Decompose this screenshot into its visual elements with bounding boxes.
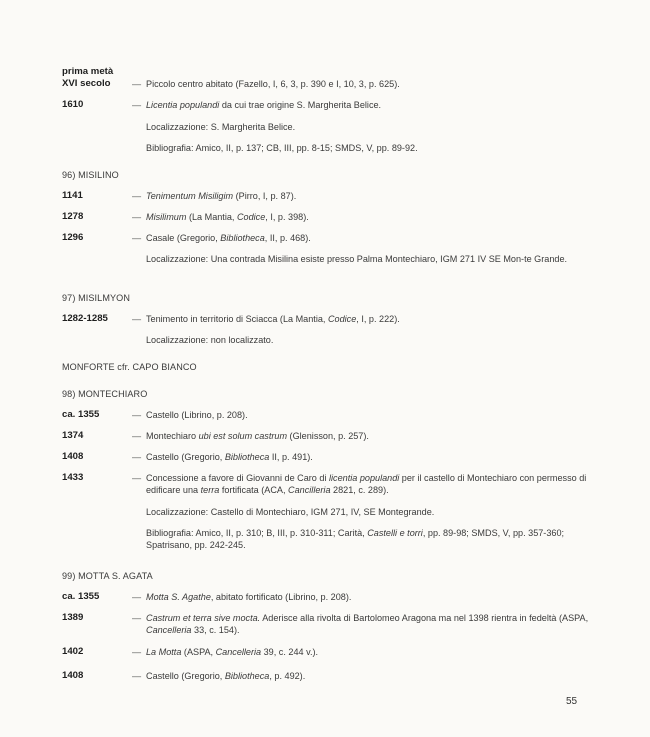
entry-date: 1374 bbox=[62, 430, 84, 441]
text-rest: , p. 492). bbox=[269, 671, 306, 681]
entry-text bbox=[146, 232, 590, 244]
localizzazione-note: Localizzazione: S. Margherita Belice. bbox=[146, 122, 296, 132]
entry-date: 1389 bbox=[62, 612, 84, 623]
text-rest: 39, c. 244 v.). bbox=[261, 647, 319, 657]
entry-text bbox=[146, 646, 590, 658]
italic-term: Tenimentum Misiligim bbox=[146, 191, 234, 201]
entry-date: 1278 bbox=[62, 211, 84, 222]
entry-dash: — bbox=[132, 452, 142, 462]
entry-1389 bbox=[62, 612, 590, 636]
entry-date: 1141 bbox=[62, 190, 83, 201]
italic-term: Castrum et terra sive mocta. bbox=[146, 613, 261, 623]
text-rest: (Glenisson, p. 257). bbox=[287, 431, 369, 441]
text-rest: , abitato fortificato (Librino, p. 208). bbox=[210, 592, 352, 602]
italic-term: Codice bbox=[327, 314, 357, 324]
italic-term: Codice bbox=[236, 212, 266, 222]
italic-term: Castelli e torri bbox=[367, 528, 423, 538]
entry-text bbox=[146, 472, 590, 496]
page-number: 55 bbox=[566, 696, 578, 707]
entry-1296 bbox=[62, 232, 590, 244]
text-rest: 2821, c. 289). bbox=[330, 485, 389, 495]
section-heading-montechiaro: 98) MONTECHIARO bbox=[62, 389, 148, 399]
text-mid: (La Mantia, bbox=[186, 212, 237, 222]
italic-term: Cancelleria bbox=[146, 625, 192, 635]
italic-term: ubi est solum castrum bbox=[198, 431, 288, 441]
entry-date: 1402 bbox=[62, 646, 84, 657]
entry-text bbox=[146, 211, 590, 223]
italic-term: Cancelleria bbox=[215, 647, 262, 657]
entry-date: ca. 1355 bbox=[62, 591, 100, 602]
localizzazione-note: Localizzazione: non localizzato. bbox=[146, 335, 274, 345]
section-heading-misilmyon: 97) MISILMYON bbox=[62, 293, 131, 303]
entry-date: 1433 bbox=[62, 472, 84, 483]
entry-text: Piccolo centro abitato (Fazello, I, 6, 3, p. 390 e I, 10, 3, p. 625). bbox=[146, 79, 400, 89]
entry-1433 bbox=[62, 472, 590, 496]
italic-term: Bibliotheca bbox=[224, 452, 270, 462]
entry-dash: — bbox=[132, 314, 142, 324]
entry-dash: — bbox=[132, 79, 142, 89]
entry-date: 1408 bbox=[62, 670, 84, 681]
italic-term: Licentia populandi bbox=[146, 100, 220, 110]
text-pre: Castello (Gregorio, bbox=[146, 452, 225, 462]
entry-motta-ca-1355 bbox=[62, 591, 590, 603]
text-rest: 33, c. 154). bbox=[191, 625, 240, 635]
entry-date: 1296 bbox=[62, 232, 84, 243]
bibliografia-note: Bibliografia: Amico, II, p. 137; CB, III, pp. 8-15; SMDS, V, pp. 89-92. bbox=[146, 143, 418, 153]
entry-dash: — bbox=[132, 233, 142, 243]
entry-1402 bbox=[62, 646, 590, 658]
entry-1374 bbox=[62, 430, 590, 442]
entry-text bbox=[146, 612, 590, 636]
italic-term: Motta S. Agathe bbox=[146, 592, 211, 602]
text-pre: Concessione a favore di Giovanni de Caro di bbox=[146, 473, 329, 483]
entry-dash: — bbox=[132, 191, 142, 201]
entry-motta-1408 bbox=[62, 670, 590, 682]
text-mid: fortificata (ACA, bbox=[219, 485, 289, 495]
text-rest: , I, p. 222). bbox=[356, 314, 400, 324]
text-rest: II, p. 491). bbox=[269, 452, 313, 462]
text-rest: , I, p. 398). bbox=[265, 212, 309, 222]
entry-dash: — bbox=[132, 647, 142, 657]
section-heading-misilino: 96) MISILINO bbox=[62, 170, 119, 180]
text-pre: Tenimento in territorio di Sciacca (La Mantia, bbox=[146, 314, 328, 324]
entry-date: ca. 1355 bbox=[62, 409, 100, 420]
localizzazione-note: Localizzazione: Una contrada Misilina esiste presso Palma Montechiaro, IGM 271 IV SE Mon-te Grande. bbox=[146, 254, 568, 264]
text-mid: per il castello di Montechiaro con permesso di edificare una bbox=[146, 473, 587, 495]
text-rest: da cui trae origine S. Margherita Belice. bbox=[219, 100, 382, 110]
text-rest: , II, p. 468). bbox=[264, 233, 311, 243]
localizzazione-note: Localizzazione: Castello di Montechiaro, IGM 271, IV, SE Montegrande. bbox=[146, 507, 435, 517]
text-pre: Castello (Gregorio, bbox=[146, 671, 225, 681]
text-mid: (ASPA, bbox=[181, 647, 216, 657]
entry-dash: — bbox=[132, 100, 142, 110]
entry-date-line2: XVI secolo bbox=[62, 78, 111, 89]
entry-1278 bbox=[62, 211, 590, 223]
entry-text bbox=[146, 670, 590, 682]
entry-dash: — bbox=[132, 592, 142, 602]
entry-dash: — bbox=[132, 473, 142, 483]
entry-text bbox=[146, 430, 590, 442]
entry-1610 bbox=[62, 99, 590, 111]
italic-term: Cancilleria bbox=[288, 485, 331, 495]
entry-1408 bbox=[62, 451, 590, 463]
entry-1282-1285 bbox=[62, 313, 590, 325]
entry-text: Castello (Librino, p. 208). bbox=[146, 410, 248, 420]
entry-date: 1282-1285 bbox=[62, 313, 108, 324]
italic-term: terra bbox=[200, 485, 220, 495]
entry-date bbox=[62, 66, 132, 90]
cross-reference-monforte: MONFORTE cfr. CAPO BIANCO bbox=[62, 362, 197, 372]
section-heading-motta: 99) MOTTA S. AGATA bbox=[62, 571, 153, 581]
entry-date: 1610 bbox=[62, 99, 84, 110]
entry-text bbox=[146, 99, 590, 111]
text-mid: Aderisce alla rivolta di Bartolomeo Aragona ma nel 1398 rientra in fedeltà (ASPA, bbox=[260, 613, 589, 623]
entry-dash: — bbox=[132, 613, 142, 623]
entry-text bbox=[146, 591, 590, 603]
italic-term: La Motta bbox=[146, 647, 182, 657]
entry-dash: — bbox=[132, 431, 142, 441]
italic-term: Bibliotheca bbox=[224, 671, 270, 681]
italic-term: Bibliotheca bbox=[220, 233, 265, 243]
entry-text bbox=[146, 451, 590, 463]
entry-dash: — bbox=[132, 212, 142, 222]
entry-1141 bbox=[62, 190, 590, 202]
text-pre: Casale (Gregorio, bbox=[146, 233, 221, 243]
entry-prima-meta bbox=[62, 66, 400, 90]
entry-ca-1355 bbox=[62, 409, 590, 421]
entry-date-line1: prima metà bbox=[62, 66, 114, 77]
text-rest: (Pirro, I, p. 87). bbox=[233, 191, 297, 201]
bibliografia-note bbox=[146, 527, 590, 551]
entry-text bbox=[146, 190, 590, 202]
text-pre: Montechiaro bbox=[146, 431, 199, 441]
entry-dash: — bbox=[132, 410, 142, 420]
italic-term: licentia populandi bbox=[329, 473, 400, 483]
entry-date: 1408 bbox=[62, 451, 84, 462]
text-rest: , pp. 89-98; SMDS, V, pp. 357-360; Spatrisano, pp. 242-245. bbox=[146, 528, 565, 550]
entry-dash: — bbox=[132, 671, 142, 681]
italic-term: Misilimum bbox=[146, 212, 187, 222]
entry-text bbox=[146, 313, 590, 325]
text-pre: Bibliografia: Amico, II, p. 310; B, III, p. 310-311; Carità, bbox=[146, 528, 368, 538]
